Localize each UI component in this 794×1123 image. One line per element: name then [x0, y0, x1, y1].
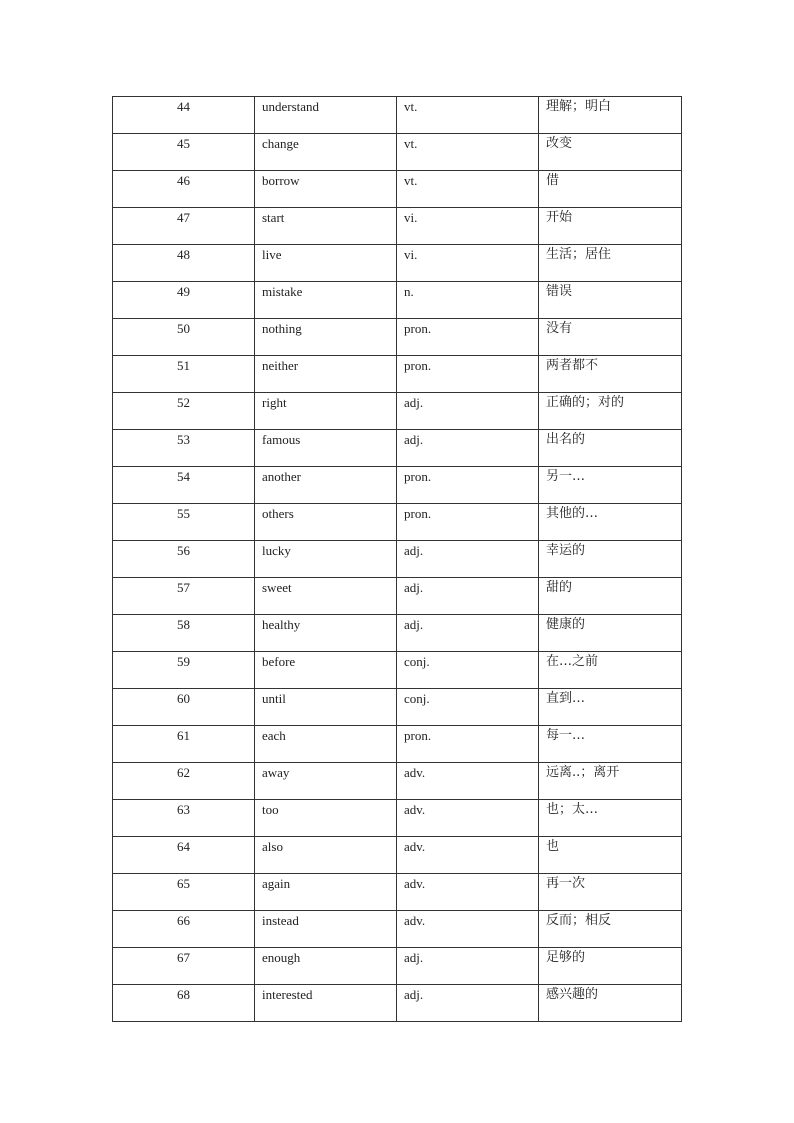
entry-number: 66	[177, 913, 190, 928]
entry-meaning-cell	[539, 541, 682, 578]
table-row	[113, 97, 682, 134]
entry-number-cell	[113, 763, 255, 800]
entry-meaning-cell	[539, 319, 682, 356]
entry-word: right	[262, 395, 287, 410]
entry-part-of-speech-cell	[397, 689, 539, 726]
table-row	[113, 504, 682, 541]
entry-word-cell	[255, 948, 397, 985]
entry-word-cell	[255, 911, 397, 948]
entry-meaning-cell	[539, 134, 682, 171]
entry-number: 48	[177, 247, 190, 262]
table-row	[113, 467, 682, 504]
entry-number-cell	[113, 874, 255, 911]
entry-meaning: 生活；居住	[546, 247, 612, 262]
entry-meaning: 开始	[546, 210, 573, 225]
entry-number-cell	[113, 171, 255, 208]
entry-meaning: 感兴趣的	[546, 987, 599, 1002]
entry-part-of-speech: pron.	[404, 728, 432, 743]
entry-meaning-cell	[539, 689, 682, 726]
entry-meaning: 在…之前	[546, 654, 599, 669]
entry-number: 65	[177, 876, 190, 891]
entry-meaning: 幸运的	[546, 543, 586, 558]
entry-word-cell	[255, 652, 397, 689]
entry-word: also	[262, 839, 283, 854]
entry-part-of-speech: adv.	[404, 839, 426, 854]
entry-meaning: 另一…	[546, 469, 586, 484]
entry-number: 61	[177, 728, 190, 743]
entry-meaning-cell	[539, 467, 682, 504]
entry-meaning-cell	[539, 208, 682, 245]
entry-meaning: 也；太…	[546, 802, 599, 817]
entry-meaning-cell	[539, 578, 682, 615]
entry-part-of-speech: adj.	[404, 580, 424, 595]
entry-number: 53	[177, 432, 190, 447]
entry-part-of-speech: adv.	[404, 876, 426, 891]
table-row	[113, 282, 682, 319]
entry-meaning-cell	[539, 837, 682, 874]
table-row	[113, 985, 682, 1022]
table-row	[113, 171, 682, 208]
entry-meaning: 借	[546, 173, 560, 188]
entry-number-cell	[113, 245, 255, 282]
entry-meaning-cell	[539, 245, 682, 282]
entry-number-cell	[113, 800, 255, 837]
entry-meaning-cell	[539, 430, 682, 467]
entry-meaning: 足够的	[546, 950, 586, 965]
entry-number-cell	[113, 652, 255, 689]
entry-part-of-speech: conj.	[404, 654, 430, 669]
entry-part-of-speech-cell	[397, 948, 539, 985]
entry-word-cell	[255, 985, 397, 1022]
entry-word: mistake	[262, 284, 303, 299]
entry-word-cell	[255, 171, 397, 208]
entry-part-of-speech-cell	[397, 911, 539, 948]
table-row	[113, 726, 682, 763]
entry-number-cell	[113, 208, 255, 245]
entry-number: 56	[177, 543, 190, 558]
entry-number: 57	[177, 580, 190, 595]
entry-word: understand	[262, 99, 320, 114]
entry-number: 44	[177, 99, 190, 114]
entry-part-of-speech: pron.	[404, 506, 432, 521]
entry-number-cell	[113, 726, 255, 763]
entry-word-cell	[255, 689, 397, 726]
entry-meaning-cell	[539, 948, 682, 985]
entry-number-cell	[113, 615, 255, 652]
entry-part-of-speech-cell	[397, 726, 539, 763]
entry-meaning: 每一…	[546, 728, 586, 743]
entry-word: start	[262, 210, 285, 225]
entry-word: until	[262, 691, 286, 706]
table-row	[113, 319, 682, 356]
entry-meaning-cell	[539, 356, 682, 393]
entry-number: 47	[177, 210, 190, 225]
entry-part-of-speech-cell	[397, 97, 539, 134]
entry-part-of-speech-cell	[397, 134, 539, 171]
entry-part-of-speech-cell	[397, 985, 539, 1022]
entry-number: 68	[177, 987, 190, 1002]
entry-part-of-speech-cell	[397, 245, 539, 282]
entry-word-cell	[255, 245, 397, 282]
entry-part-of-speech-cell	[397, 763, 539, 800]
entry-meaning: 反而；相反	[546, 913, 612, 928]
entry-part-of-speech-cell	[397, 282, 539, 319]
entry-word: interested	[262, 987, 313, 1002]
vocabulary-table	[112, 96, 682, 1022]
table-row	[113, 430, 682, 467]
entry-meaning-cell	[539, 652, 682, 689]
entry-word-cell	[255, 504, 397, 541]
entry-meaning: 再一次	[546, 876, 586, 891]
entry-meaning-cell	[539, 171, 682, 208]
entry-part-of-speech: vt.	[404, 173, 418, 188]
entry-word-cell	[255, 97, 397, 134]
entry-meaning-cell	[539, 282, 682, 319]
entry-part-of-speech-cell	[397, 541, 539, 578]
entry-part-of-speech: vi.	[404, 247, 418, 262]
entry-meaning: 健康的	[546, 617, 586, 632]
entry-number-cell	[113, 356, 255, 393]
entry-word: before	[262, 654, 296, 669]
table-row	[113, 356, 682, 393]
entry-meaning-cell	[539, 504, 682, 541]
entry-number: 63	[177, 802, 190, 817]
entry-word-cell	[255, 763, 397, 800]
entry-meaning: 出名的	[546, 432, 586, 447]
entry-number: 45	[177, 136, 190, 151]
entry-word-cell	[255, 430, 397, 467]
entry-number: 64	[177, 839, 190, 854]
entry-part-of-speech: adj.	[404, 950, 424, 965]
entry-meaning: 理解；明白	[546, 99, 612, 114]
entry-word: healthy	[262, 617, 301, 632]
entry-word-cell	[255, 319, 397, 356]
entry-meaning-cell	[539, 726, 682, 763]
entry-part-of-speech-cell	[397, 208, 539, 245]
entry-number-cell	[113, 393, 255, 430]
entry-meaning: 其他的…	[546, 506, 599, 521]
table-row	[113, 763, 682, 800]
entry-part-of-speech: n.	[404, 284, 414, 299]
entry-meaning: 正确的；对的	[546, 395, 625, 410]
entry-part-of-speech-cell	[397, 356, 539, 393]
entry-meaning: 直到…	[546, 691, 586, 706]
table-row	[113, 245, 682, 282]
table-row	[113, 393, 682, 430]
entry-part-of-speech-cell	[397, 800, 539, 837]
entry-word: live	[262, 247, 282, 262]
entry-part-of-speech: vt.	[404, 136, 418, 151]
entry-meaning-cell	[539, 763, 682, 800]
entry-meaning-cell	[539, 985, 682, 1022]
entry-part-of-speech: adj.	[404, 432, 424, 447]
table-row	[113, 541, 682, 578]
entry-part-of-speech-cell	[397, 393, 539, 430]
entry-number: 59	[177, 654, 190, 669]
entry-part-of-speech-cell	[397, 504, 539, 541]
entry-part-of-speech-cell	[397, 578, 539, 615]
entry-word-cell	[255, 726, 397, 763]
table-row	[113, 800, 682, 837]
entry-part-of-speech: pron.	[404, 469, 432, 484]
entry-word: nothing	[262, 321, 302, 336]
entry-part-of-speech: vi.	[404, 210, 418, 225]
table-row	[113, 874, 682, 911]
entry-number-cell	[113, 948, 255, 985]
entry-number: 67	[177, 950, 190, 965]
entry-number-cell	[113, 578, 255, 615]
entry-number-cell	[113, 319, 255, 356]
entry-number: 54	[177, 469, 190, 484]
entry-number-cell	[113, 504, 255, 541]
table-row	[113, 615, 682, 652]
entry-word-cell	[255, 874, 397, 911]
entry-number-cell	[113, 837, 255, 874]
entry-part-of-speech-cell	[397, 652, 539, 689]
entry-number-cell	[113, 467, 255, 504]
entry-number: 52	[177, 395, 190, 410]
entry-word: instead	[262, 913, 299, 928]
entry-number-cell	[113, 689, 255, 726]
entry-number-cell	[113, 430, 255, 467]
entry-part-of-speech: adj.	[404, 395, 424, 410]
entry-meaning-cell	[539, 97, 682, 134]
entry-word-cell	[255, 282, 397, 319]
entry-word: too	[262, 802, 279, 817]
entry-meaning: 错误	[546, 284, 573, 299]
entry-word: each	[262, 728, 286, 743]
entry-part-of-speech-cell	[397, 467, 539, 504]
entry-part-of-speech-cell	[397, 874, 539, 911]
entry-meaning-cell	[539, 911, 682, 948]
entry-part-of-speech: pron.	[404, 321, 432, 336]
entry-word-cell	[255, 393, 397, 430]
entry-word-cell	[255, 800, 397, 837]
entry-number: 49	[177, 284, 190, 299]
entry-meaning-cell	[539, 874, 682, 911]
entry-number-cell	[113, 541, 255, 578]
entry-word: lucky	[262, 543, 291, 558]
entry-number: 50	[177, 321, 190, 336]
entry-word: again	[262, 876, 291, 891]
entry-part-of-speech-cell	[397, 837, 539, 874]
entry-number: 51	[177, 358, 190, 373]
entry-number: 60	[177, 691, 190, 706]
entry-part-of-speech: adv.	[404, 913, 426, 928]
entry-word: change	[262, 136, 299, 151]
entry-meaning: 也	[546, 839, 560, 854]
entry-number-cell	[113, 134, 255, 171]
entry-word: famous	[262, 432, 301, 447]
entry-part-of-speech: conj.	[404, 691, 430, 706]
entry-meaning: 改变	[546, 136, 573, 151]
table-row	[113, 652, 682, 689]
entry-number-cell	[113, 985, 255, 1022]
table-row	[113, 689, 682, 726]
entry-word: enough	[262, 950, 301, 965]
entry-number: 46	[177, 173, 190, 188]
entry-part-of-speech: pron.	[404, 358, 432, 373]
entry-meaning-cell	[539, 615, 682, 652]
entry-part-of-speech: vt.	[404, 99, 418, 114]
entry-word: borrow	[262, 173, 300, 188]
entry-word-cell	[255, 134, 397, 171]
table-row	[113, 134, 682, 171]
table-row	[113, 911, 682, 948]
table-row	[113, 208, 682, 245]
entry-number-cell	[113, 97, 255, 134]
entry-word-cell	[255, 541, 397, 578]
entry-part-of-speech-cell	[397, 171, 539, 208]
entry-word-cell	[255, 615, 397, 652]
entry-word: sweet	[262, 580, 292, 595]
entry-part-of-speech: adj.	[404, 617, 424, 632]
entry-part-of-speech: adv.	[404, 802, 426, 817]
entry-part-of-speech: adj.	[404, 543, 424, 558]
entry-word-cell	[255, 467, 397, 504]
table-row	[113, 578, 682, 615]
entry-word-cell	[255, 837, 397, 874]
vocabulary-table-body	[113, 97, 682, 1022]
entry-word-cell	[255, 356, 397, 393]
entry-word: away	[262, 765, 290, 780]
entry-meaning: 没有	[546, 321, 573, 336]
entry-meaning: 两者都不	[546, 358, 599, 373]
entry-part-of-speech: adv.	[404, 765, 426, 780]
entry-number: 62	[177, 765, 190, 780]
table-row	[113, 837, 682, 874]
entry-part-of-speech: adj.	[404, 987, 424, 1002]
entry-number-cell	[113, 282, 255, 319]
entry-meaning-cell	[539, 393, 682, 430]
entry-number-cell	[113, 911, 255, 948]
entry-meaning: 远离..；离开	[546, 765, 620, 780]
entry-number: 58	[177, 617, 190, 632]
entry-meaning: 甜的	[546, 580, 573, 595]
entry-part-of-speech-cell	[397, 615, 539, 652]
entry-part-of-speech-cell	[397, 430, 539, 467]
entry-word-cell	[255, 578, 397, 615]
table-row	[113, 948, 682, 985]
entry-word: neither	[262, 358, 299, 373]
entry-word: others	[262, 506, 294, 521]
entry-word: another	[262, 469, 301, 484]
entry-word-cell	[255, 208, 397, 245]
entry-meaning-cell	[539, 800, 682, 837]
entry-part-of-speech-cell	[397, 319, 539, 356]
entry-number: 55	[177, 506, 190, 521]
